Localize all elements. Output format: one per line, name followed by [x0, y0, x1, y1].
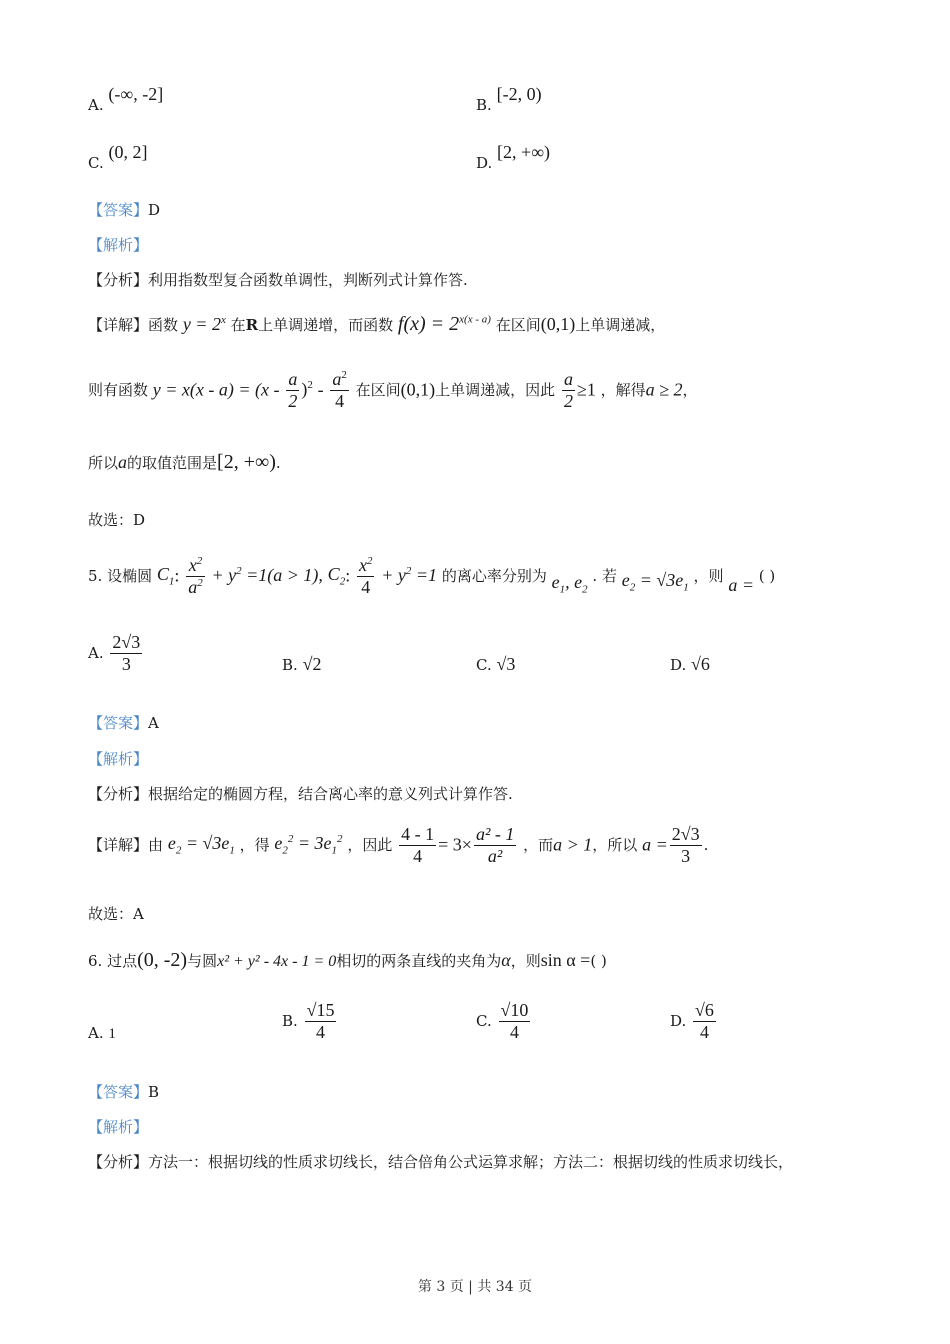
q4-option-c [88, 142, 148, 172]
q5-choose: 故选：A [88, 905, 144, 923]
q6-stem [88, 948, 607, 972]
minus-sign: - [317, 379, 324, 400]
answer-tag: 【答案】 [88, 714, 149, 732]
denominator: 4 [509, 1021, 519, 1042]
detail-text: 在区间 [495, 316, 541, 334]
stem-text: 相切的两条直线的夹角为 [336, 952, 502, 970]
q4-analysis [88, 271, 468, 289]
stem-text: 6. 过点 [88, 952, 138, 970]
q5-analysis [88, 785, 513, 803]
numerator: a [288, 369, 298, 389]
option-value: 1 [108, 1026, 116, 1042]
option-label: A. [88, 644, 104, 663]
denominator: 4 [316, 1021, 326, 1042]
denominator: 3 [681, 845, 691, 866]
numerator: x [188, 555, 197, 575]
symbol: e [551, 571, 560, 592]
q6-option-a [88, 1024, 116, 1043]
subscript: 2 [282, 844, 288, 857]
c2 [327, 563, 346, 588]
numerator: x [358, 555, 367, 575]
denominator: 4 [361, 576, 371, 597]
formula-base: y = 2 [182, 314, 221, 334]
answer-blank: ( ) [758, 567, 776, 586]
denominator: a [188, 576, 198, 597]
q6-answer [88, 1083, 159, 1101]
symbol: C [156, 563, 169, 584]
detail-text: 上单调递减，因此 [435, 381, 556, 400]
page-footer: 第 3 页 | 共 34 页 [417, 1279, 533, 1295]
formula-tail: =1(a > 1), [246, 565, 323, 586]
denominator: 4 [335, 390, 345, 411]
numerator: 2√3 [671, 824, 700, 844]
symbol: = √3e [635, 569, 684, 590]
q6-option-c [476, 1000, 532, 1042]
subscript: 2 [175, 844, 182, 857]
formula-part [381, 565, 437, 585]
formula-part: y = x(x - a) = (x - [152, 379, 280, 400]
option-value [110, 632, 142, 674]
detail-text: 则有函数 [88, 381, 149, 400]
symbol: , e [565, 571, 583, 592]
denominator: 2 [288, 390, 298, 411]
q4-jiexi-tag: 【解析】 [88, 236, 149, 254]
detail-text: 在区间 [355, 381, 401, 400]
subscript: 2 [582, 583, 588, 596]
q5-option-c [476, 654, 515, 676]
formula-squared [274, 832, 343, 857]
numerator: √10 [500, 1000, 529, 1020]
stem-text: 的离心率分别为 [441, 567, 547, 586]
q4-detail-line-2 [88, 369, 698, 411]
fraction-a-2 [286, 369, 299, 411]
detail-text: ，而 [523, 836, 554, 855]
option-value: (-∞, -2] [108, 84, 164, 104]
condition: a > 1 [553, 834, 593, 855]
answer-blank: ( ) [590, 952, 607, 970]
q6-analysis [88, 1153, 793, 1171]
subscript: 1 [168, 575, 175, 588]
fraction-x2-4 [357, 555, 375, 597]
fraction-result [670, 824, 702, 866]
exponent: 2 [287, 832, 294, 845]
option-value [305, 1000, 337, 1042]
exponent: 2 [337, 832, 343, 845]
fraction-3-over-4 [399, 824, 436, 866]
q6-option-b [282, 1000, 338, 1042]
subscript: 2 [339, 575, 346, 588]
detail-text: ，所以 [592, 836, 638, 855]
detail-tag: 【详解】 [88, 316, 149, 334]
interval: (0,1) [540, 314, 576, 334]
option-value [499, 1000, 531, 1042]
interval: (0,1) [400, 379, 436, 400]
option-label: B. [476, 96, 492, 114]
option-value: √2 [302, 654, 322, 674]
exponent: 2 [341, 369, 347, 381]
q6-jiexi-tag: 【解析】 [88, 1118, 149, 1136]
q4-answer [88, 201, 160, 219]
numerator: √15 [306, 1000, 335, 1020]
analysis-text: 方法一：根据切线的性质求切线长，结合倍角公式运算求解；方法二：根据切线的性质求切线长， [148, 1153, 794, 1171]
analysis-tag: 【分析】 [88, 1153, 149, 1171]
option-label: D. [670, 656, 687, 674]
stem-text: 5. 设椭圆 [88, 567, 153, 586]
option-label: B. [282, 656, 298, 674]
option-value [693, 1000, 716, 1042]
option-label: C. [476, 1012, 492, 1031]
q5-answer [88, 714, 159, 732]
q4-option-b [476, 84, 542, 114]
equals-times: = 3× [438, 834, 472, 855]
exponent: 2 [366, 555, 373, 567]
answer-tag: 【答案】 [88, 201, 149, 219]
option-label: D. [670, 1012, 687, 1031]
answer-tag: 【答案】 [88, 1083, 149, 1101]
q5-option-d [670, 654, 710, 676]
numerator: 2√3 [112, 632, 141, 652]
relation [621, 569, 689, 594]
detail-text: 的取值范围是 [127, 454, 218, 472]
option-value: √6 [691, 654, 710, 674]
inequality: ≥1 [576, 379, 596, 400]
q4-option-a [88, 84, 164, 114]
analysis-tag: 【分析】 [88, 271, 149, 289]
option-value: (0, 2] [108, 142, 148, 162]
answer-value: B [148, 1083, 160, 1101]
answer-value: A [148, 714, 159, 732]
formula-exp: x(x - a) [459, 313, 491, 326]
option-value: [2, +∞) [497, 142, 551, 162]
point: (0, -2) [137, 949, 188, 971]
exponent: 2 [196, 555, 203, 567]
stem-text: ，则 [510, 952, 541, 970]
symbol: C [327, 563, 340, 584]
c1 [156, 563, 175, 588]
numerator: √6 [695, 1000, 714, 1020]
detail-text: 所以 [88, 454, 119, 472]
option-label: B. [282, 1012, 298, 1031]
option-value: [-2, 0) [496, 84, 542, 104]
a-equals: a = [728, 575, 754, 596]
formula-fx [398, 313, 491, 335]
formula-tail: =1 [415, 565, 438, 586]
punctuation: . [703, 836, 709, 855]
result: a ≥ 2 [645, 379, 683, 400]
analysis-text: 利用指数型复合函数单调性，判断列式计算作答. [148, 271, 468, 289]
close-paren: )$^2$ [301, 379, 313, 400]
subscript: 1 [683, 581, 689, 594]
numerator: a² - 1 [475, 824, 515, 844]
option-label: C. [476, 656, 492, 674]
range: [2, +∞) [217, 451, 276, 473]
stem-text: 与圆 [187, 952, 218, 970]
denominator: 4 [699, 1021, 709, 1042]
denominator: 3 [121, 653, 131, 674]
detail-text: ，解得 [600, 381, 646, 400]
detail-text: ，因此 [347, 836, 393, 855]
formula-base: + y [211, 565, 237, 586]
denominator: a² [487, 845, 503, 866]
circle-equation: x² + y² - 4x - 1 = 0 [217, 953, 337, 970]
q5-jiexi-tag: 【解析】 [88, 750, 149, 768]
subscript: 1 [559, 583, 566, 596]
symbol: e [167, 832, 176, 853]
formula-exp: x [220, 314, 226, 326]
denominator: 2 [563, 390, 573, 411]
numerator: 4 - 1 [401, 824, 435, 844]
option-label: A. [88, 96, 104, 114]
exponent: 2 [307, 379, 313, 392]
variable-a: a [118, 452, 128, 472]
denominator: 4 [413, 845, 423, 866]
symbol: = 3e [293, 832, 332, 853]
option-label: A. [88, 1024, 104, 1042]
set-r: R [245, 316, 259, 334]
q4-choose: 故选：D [88, 511, 146, 529]
formula-base: f(x) = 2 [397, 313, 460, 335]
a-equals: a = [642, 834, 668, 855]
detail-text: 函数 [148, 316, 179, 334]
numerator: a [332, 369, 342, 389]
fraction-x2-a2 [186, 555, 205, 597]
alpha: α [501, 950, 511, 970]
q5-detail [88, 824, 708, 866]
stem-text: . 若 [592, 567, 617, 586]
sin-alpha: sin α = [540, 950, 591, 970]
symbol: e [621, 569, 630, 590]
detail-text: 由 [148, 836, 164, 855]
subscript: 1 [229, 844, 235, 857]
option-label: C. [88, 154, 104, 172]
numerator: a [563, 369, 573, 389]
symbol: e [274, 832, 283, 853]
formula-part [211, 565, 322, 585]
detail-tag: 【详解】 [88, 836, 149, 855]
analysis-tag: 【分析】 [88, 785, 149, 803]
q5-stem [88, 555, 775, 597]
fraction-a-over-2 [562, 369, 575, 411]
option-value: √3 [496, 654, 516, 674]
punctuation: . [275, 454, 281, 472]
exponent: 2 [197, 576, 203, 589]
detail-text: 在 [230, 316, 246, 334]
q4-detail-line-1 [88, 312, 665, 336]
detail-text: 上单调递减， [575, 316, 666, 334]
answer-value: D [148, 201, 161, 219]
fraction-a2-4 [330, 369, 349, 411]
q4-detail-line-3 [88, 450, 281, 474]
q6-option-d [670, 1000, 718, 1042]
formula-base: + y [381, 565, 406, 586]
analysis-text: 根据给定的椭圆方程，结合离心率的意义列式计算作答. [148, 785, 513, 803]
fraction-a2 [474, 824, 516, 866]
punctuation: ， [682, 381, 698, 400]
subscript: 1 [331, 844, 338, 857]
exponent: 2 [236, 565, 242, 578]
q5-option-a [88, 632, 144, 674]
symbol: = √3e [181, 832, 230, 853]
detail-text: 上单调递增，而函数 [258, 316, 394, 334]
option-label: D. [476, 154, 493, 172]
subscript: 2 [629, 581, 636, 594]
detail-text: ，得 [239, 836, 270, 855]
colon: : [174, 565, 180, 586]
e1-e2 [551, 571, 588, 596]
formula-e2 [167, 832, 235, 857]
exponent: 2 [405, 565, 412, 578]
q4-option-d [476, 142, 551, 172]
colon: : [345, 565, 351, 586]
q5-option-b [282, 654, 321, 676]
stem-text: ，则 [693, 567, 724, 586]
formula-y-2x [183, 314, 226, 334]
